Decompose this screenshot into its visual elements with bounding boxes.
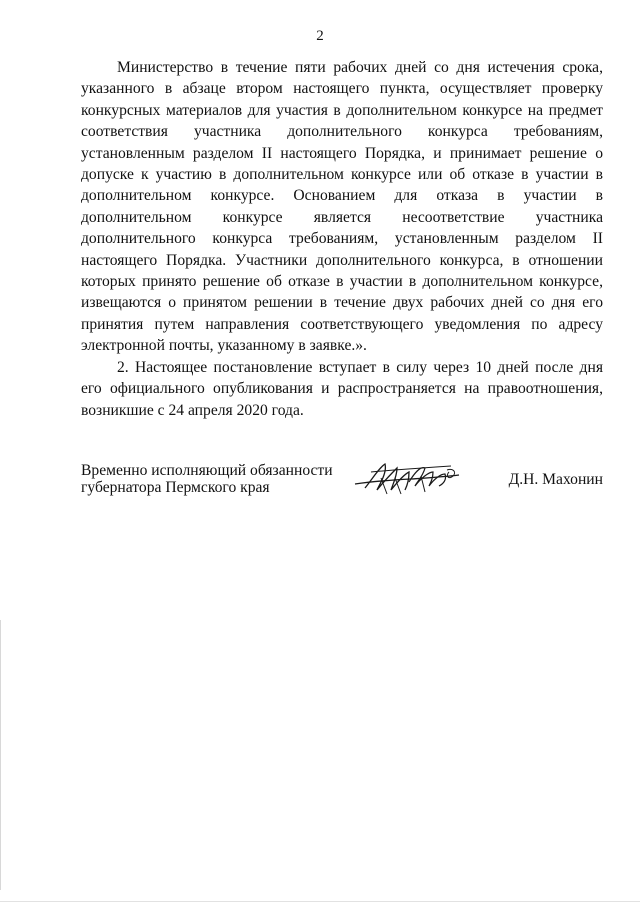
page-number: 2 — [316, 28, 324, 44]
body-text — [81, 57, 603, 421]
paragraph-effective-date: 2. Настоящее постановление вступает в силу через 10 дней после дня его официального опубликования и распространяется на правоотношения, возникшие с 24 апреля 2020 года. — [81, 358, 603, 419]
signatory-title-line-1: Временно исполняющий обязанности — [81, 462, 333, 479]
signatory-title — [81, 462, 333, 496]
signatory-title-line-2: губернатора Пермского края — [81, 479, 270, 496]
scan-edge-left — [0, 620, 1, 890]
handwritten-signature — [351, 458, 463, 498]
signatory-name: Д.Н. Махонин — [508, 471, 603, 488]
signature-block — [81, 462, 603, 502]
paragraph-verification: Министерство в течение пяти рабочих дней со дня истечения срока, указанного в абзаце втором настоящего пункта, осуществляет проверку конкурсных материалов для участия в дополнительном конкурсе на предмет соответствия участника дополнительного конкурса требованиям, установленным разделом II настоящего Порядка, и принимает решение о допуске к участию в дополнительном конкурсе или об отказе в участии в дополнительном конкурсе. Основанием для отказа в участии в дополнительном конкурсе является несоответствие участника дополнительного конкурса требованиям, установленным разделом II настоящего Порядка. Участники дополнительного конкурса, в отношении которых принято решение об отказе в участии в дополнительном конкурсе, извещаются о принятом решении в течение двух рабочих дней со дня его принятия путем направления соответствующего уведомления по адресу электронной почты, указанному в заявке.». — [81, 59, 603, 355]
scan-edge-bottom — [0, 901, 640, 902]
